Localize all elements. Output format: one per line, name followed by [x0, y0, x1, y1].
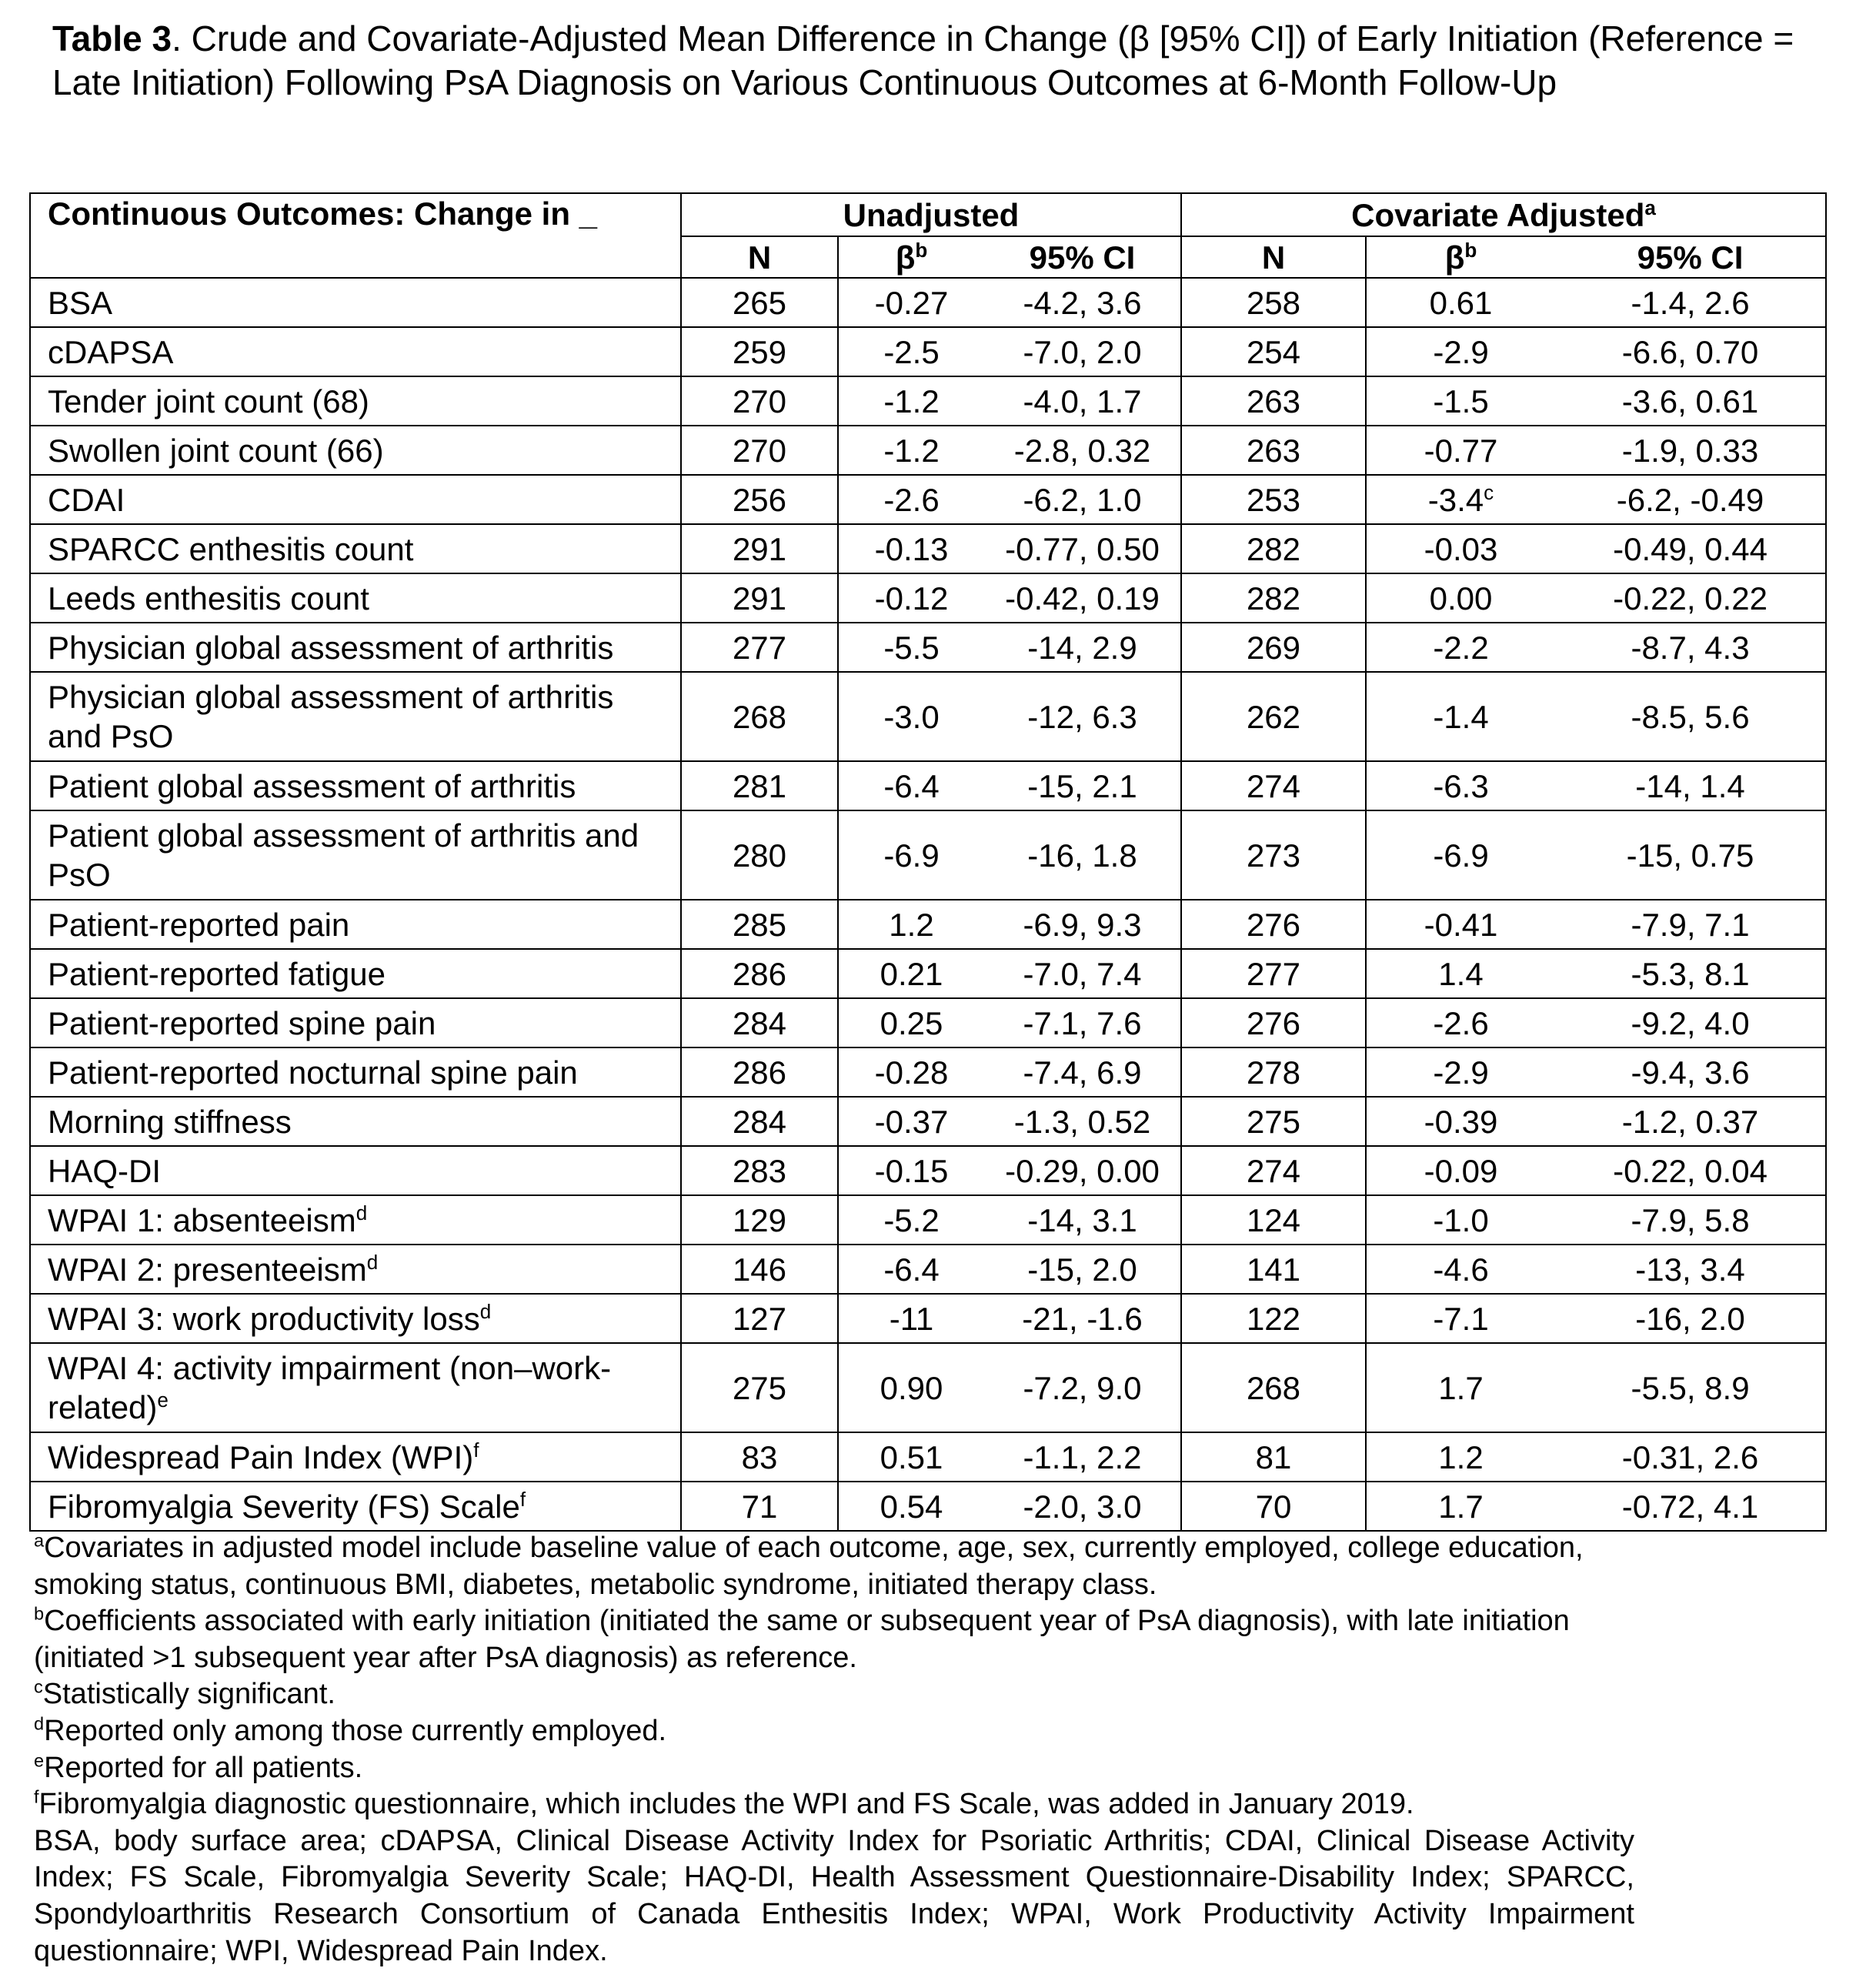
- adjusted-n-cell: 70: [1181, 1482, 1366, 1531]
- footnote-mark: a: [1644, 195, 1656, 219]
- table-row: [30, 327, 1826, 376]
- unadjusted-ci-cell: -12, 6.3: [984, 672, 1181, 761]
- outcome-cell: Fibromyalgia Severity (FS) Scale$^f$: [30, 1482, 681, 1531]
- adjusted-beta-cell: 0.00: [1366, 573, 1555, 623]
- footnote-mark: d: [366, 1250, 379, 1274]
- table-row: [30, 900, 1826, 949]
- adjusted-ci-cell: -0.72, 4.1: [1555, 1482, 1826, 1531]
- footnote-mark: b: [34, 1603, 45, 1624]
- adjusted-beta-cell: -6.9: [1366, 810, 1555, 900]
- adjusted-beta-cell: -0.77: [1366, 426, 1555, 475]
- outcome-cell: Patient global assessment of arthritis: [30, 761, 681, 810]
- adjusted-ci-cell: -1.4, 2.6: [1555, 278, 1826, 327]
- table-row: [30, 278, 1826, 327]
- unadjusted-ci-cell: -7.2, 9.0: [984, 1343, 1181, 1432]
- unadjusted-n-cell: 270: [681, 426, 838, 475]
- adjusted-n-header: N: [1181, 236, 1366, 278]
- outcome-column-header: Continuous Outcomes: Change in _: [30, 193, 681, 278]
- adjusted-n-cell: 122: [1181, 1294, 1366, 1343]
- adjusted-group-header: [1181, 193, 1826, 236]
- adjusted-beta-cell: -4.6: [1366, 1245, 1555, 1294]
- adjusted-ci-header: 95% CI: [1555, 236, 1826, 278]
- unadjusted-n-cell: 284: [681, 1097, 838, 1146]
- table-row: [30, 1432, 1826, 1482]
- adjusted-n-cell: 282: [1181, 524, 1366, 573]
- unadjusted-ci-cell: -21, -1.6: [984, 1294, 1181, 1343]
- adjusted-beta-cell: -0.09: [1366, 1146, 1555, 1195]
- adjusted-ci-cell: -0.22, 0.04: [1555, 1146, 1826, 1195]
- outcome-cell: SPARCC enthesitis count: [30, 524, 681, 573]
- footnote: $^a$Covariates in adjusted model include baseline value of each outcome, age, sex, currently employed, college education, smoking status, continuous BMI, diabetes, metabolic syndrome, initiated therapy class.: [34, 1530, 1584, 1601]
- adjusted-n-cell: 141: [1181, 1245, 1366, 1294]
- footnote-mark: b: [915, 238, 928, 262]
- outcome-cell: Morning stiffness: [30, 1097, 681, 1146]
- adjusted-ci-cell: -7.9, 7.1: [1555, 900, 1826, 949]
- unadjusted-beta-header: $\beta^b$: [838, 236, 984, 278]
- unadjusted-n-cell: 291: [681, 573, 838, 623]
- footnote: $^e$Reported for all patients.: [34, 1749, 363, 1784]
- table-row: [30, 949, 1826, 998]
- footnote-mark: e: [157, 1388, 169, 1412]
- outcome-cell: Patient-reported nocturnal spine pain: [30, 1047, 681, 1097]
- unadjusted-beta-cell: 0.21: [838, 949, 984, 998]
- unadjusted-n-cell: 256: [681, 475, 838, 524]
- outcome-cell: Patient-reported spine pain: [30, 998, 681, 1047]
- outcome-cell: WPAI 3: work productivity loss$^d$: [30, 1294, 681, 1343]
- unadjusted-beta-cell: -0.27: [838, 278, 984, 327]
- table-label: Table 3: [52, 18, 172, 58]
- adjusted-ci-cell: -6.2, -0.49: [1555, 475, 1826, 524]
- unadjusted-beta-cell: -1.2: [838, 426, 984, 475]
- adjusted-ci-cell: -8.7, 4.3: [1555, 623, 1826, 672]
- outcome-cell: WPAI 1: absenteeism$^d$: [30, 1195, 681, 1245]
- footnote-mark: d: [479, 1299, 492, 1323]
- unadjusted-ci-cell: -2.0, 3.0: [984, 1482, 1181, 1531]
- unadjusted-beta-cell: -6.9: [838, 810, 984, 900]
- footnote-mark: e: [34, 1749, 45, 1770]
- adjusted-ci-cell: -7.9, 5.8: [1555, 1195, 1826, 1245]
- unadjusted-beta-cell: -0.15: [838, 1146, 984, 1195]
- adjusted-n-cell: 276: [1181, 998, 1366, 1047]
- unadjusted-beta-cell: -0.28: [838, 1047, 984, 1097]
- unadjusted-n-cell: 265: [681, 278, 838, 327]
- unadjusted-ci-cell: -15, 2.1: [984, 761, 1181, 810]
- footnote-mark: b: [1464, 238, 1477, 262]
- adjusted-beta-cell: -0.39: [1366, 1097, 1555, 1146]
- adjusted-ci-cell: -9.4, 3.6: [1555, 1047, 1826, 1097]
- table-row: [30, 475, 1826, 524]
- unadjusted-ci-cell: -4.2, 3.6: [984, 278, 1181, 327]
- table-footnotes: [34, 1530, 1634, 1970]
- outcome-cell: Patient-reported fatigue: [30, 949, 681, 998]
- table-row: [30, 1097, 1826, 1146]
- unadjusted-n-cell: 280: [681, 810, 838, 900]
- unadjusted-ci-cell: -6.2, 1.0: [984, 475, 1181, 524]
- outcome-cell: HAQ-DI: [30, 1146, 681, 1195]
- adjusted-beta-cell: -2.6: [1366, 998, 1555, 1047]
- footnote-mark: c: [1484, 480, 1494, 504]
- adjusted-n-cell: 253: [1181, 475, 1366, 524]
- outcome-cell: WPAI 4: activity impairment (non–work-related)$^e$: [30, 1343, 681, 1432]
- adjusted-beta-cell: -2.9: [1366, 1047, 1555, 1097]
- unadjusted-beta-cell: -5.5: [838, 623, 984, 672]
- table-row: [30, 573, 1826, 623]
- adjusted-ci-cell: -6.6, 0.70: [1555, 327, 1826, 376]
- table-row: [30, 376, 1826, 426]
- table-title: . Crude and Covariate-Adjusted Mean Difference in Change (β [95% CI]) of Early Initiation (Reference = Late Initiation) Following PsA Diagnosis on Various Continuous Outcomes at 6-Month Follow-Up: [52, 18, 1794, 102]
- unadjusted-n-cell: 259: [681, 327, 838, 376]
- adjusted-n-cell: 263: [1181, 376, 1366, 426]
- unadjusted-n-cell: 268: [681, 672, 838, 761]
- adjusted-beta-cell: -7.1: [1366, 1294, 1555, 1343]
- adjusted-ci-cell: -13, 3.4: [1555, 1245, 1826, 1294]
- adjusted-ci-cell: -1.9, 0.33: [1555, 426, 1826, 475]
- adjusted-beta-cell: -1.4: [1366, 672, 1555, 761]
- unadjusted-beta-cell: 1.2: [838, 900, 984, 949]
- unadjusted-ci-cell: -0.42, 0.19: [984, 573, 1181, 623]
- unadjusted-beta-cell: 0.54: [838, 1482, 984, 1531]
- adjusted-beta-cell: 1.2: [1366, 1432, 1555, 1482]
- adjusted-ci-cell: -14, 1.4: [1555, 761, 1826, 810]
- unadjusted-beta-cell: 0.25: [838, 998, 984, 1047]
- outcome-cell: CDAI: [30, 475, 681, 524]
- unadjusted-n-cell: 286: [681, 949, 838, 998]
- unadjusted-beta-cell: -11: [838, 1294, 984, 1343]
- footnote: $^b$Coefficients associated with early initiation (initiated the same or subsequent year of PsA diagnosis), with late initiation (initiated >1 subsequent year after PsA diagnosis) as reference.: [34, 1603, 1570, 1674]
- unadjusted-beta-cell: -6.4: [838, 1245, 984, 1294]
- unadjusted-beta-cell: -5.2: [838, 1195, 984, 1245]
- adjusted-beta-cell: -2.9: [1366, 327, 1555, 376]
- outcome-cell: Patient-reported pain: [30, 900, 681, 949]
- unadjusted-ci-cell: -7.4, 6.9: [984, 1047, 1181, 1097]
- adjusted-beta-cell: -0.41: [1366, 900, 1555, 949]
- abbreviations-note: BSA, body surface area; cDAPSA, Clinical Disease Activity Index for Psoriatic Arthritis; CDAI, Clinical Disease Activity Index; FS Scale, Fibromyalgia Severity Scale; HAQ-DI, Health Assessment Questionnaire-Disability Index; SPARCC, Spondyloarthritis Research Consortium of Canada Enthesitis Index; WPAI, Work Productivity Activity Impairment questionnaire; WPI, Widespread Pain Index.: [34, 1824, 1634, 1967]
- footnote-mark: f: [473, 1438, 479, 1462]
- adjusted-ci-cell: -8.5, 5.6: [1555, 672, 1826, 761]
- adjusted-beta-cell: -2.2: [1366, 623, 1555, 672]
- adjusted-ci-cell: -1.2, 0.37: [1555, 1097, 1826, 1146]
- unadjusted-ci-cell: -1.3, 0.52: [984, 1097, 1181, 1146]
- footnote-mark: d: [34, 1713, 45, 1734]
- adjusted-ci-cell: -5.3, 8.1: [1555, 949, 1826, 998]
- adjusted-beta-cell: -3.4$^c$: [1366, 475, 1555, 524]
- adjusted-ci-cell: -9.2, 4.0: [1555, 998, 1826, 1047]
- footnote: $^c$Statistically significant.: [34, 1676, 335, 1711]
- footnote-mark: c: [34, 1676, 43, 1697]
- adjusted-n-cell: 269: [1181, 623, 1366, 672]
- adjusted-n-cell: 277: [1181, 949, 1366, 998]
- table-row: [30, 761, 1826, 810]
- table-row: [30, 1343, 1826, 1432]
- unadjusted-ci-cell: -15, 2.0: [984, 1245, 1181, 1294]
- unadjusted-n-cell: 283: [681, 1146, 838, 1195]
- adjusted-n-cell: 273: [1181, 810, 1366, 900]
- unadjusted-ci-cell: -16, 1.8: [984, 810, 1181, 900]
- outcome-cell: WPAI 2: presenteeism$^d$: [30, 1245, 681, 1294]
- unadjusted-n-cell: 71: [681, 1482, 838, 1531]
- footnote: $^d$Reported only among those currently employed.: [34, 1713, 667, 1747]
- unadjusted-n-cell: 285: [681, 900, 838, 949]
- unadjusted-n-cell: 127: [681, 1294, 838, 1343]
- outcome-cell: Widespread Pain Index (WPI)$^f$: [30, 1432, 681, 1482]
- adjusted-ci-cell: -0.31, 2.6: [1555, 1432, 1826, 1482]
- adjusted-ci-cell: -0.49, 0.44: [1555, 524, 1826, 573]
- unadjusted-ci-cell: -0.77, 0.50: [984, 524, 1181, 573]
- adjusted-n-cell: 275: [1181, 1097, 1366, 1146]
- unadjusted-n-header: N: [681, 236, 838, 278]
- adjusted-beta-cell: 0.61: [1366, 278, 1555, 327]
- unadjusted-beta-cell: -0.37: [838, 1097, 984, 1146]
- adjusted-n-cell: 262: [1181, 672, 1366, 761]
- footnote-mark: a: [34, 1530, 45, 1551]
- outcome-cell: Physician global assessment of arthritis: [30, 623, 681, 672]
- outcome-cell: BSA: [30, 278, 681, 327]
- unadjusted-beta-cell: 0.90: [838, 1343, 984, 1432]
- outcome-cell: cDAPSA: [30, 327, 681, 376]
- table-row: [30, 1195, 1826, 1245]
- adjusted-n-cell: 282: [1181, 573, 1366, 623]
- unadjusted-n-cell: 270: [681, 376, 838, 426]
- table-row: [30, 1047, 1826, 1097]
- adjusted-n-cell: 254: [1181, 327, 1366, 376]
- unadjusted-n-cell: 129: [681, 1195, 838, 1245]
- unadjusted-ci-cell: -7.1, 7.6: [984, 998, 1181, 1047]
- footnote-mark: f: [34, 1786, 39, 1807]
- outcome-cell: Physician global assessment of arthritis and PsO: [30, 672, 681, 761]
- unadjusted-ci-cell: -4.0, 1.7: [984, 376, 1181, 426]
- table-body: [30, 278, 1826, 1531]
- unadjusted-ci-cell: -7.0, 7.4: [984, 949, 1181, 998]
- results-table: [29, 192, 1827, 1532]
- unadjusted-ci-cell: -14, 3.1: [984, 1195, 1181, 1245]
- footnote: $^f$Fibromyalgia diagnostic questionnaire, which includes the WPI and FS Scale, was added in January 2019.: [34, 1786, 1414, 1821]
- unadjusted-group-header: Unadjusted: [681, 193, 1181, 236]
- adjusted-beta-header: $\beta^b$: [1366, 236, 1555, 278]
- adjusted-n-cell: 274: [1181, 761, 1366, 810]
- unadjusted-ci-cell: -2.8, 0.32: [984, 426, 1181, 475]
- unadjusted-n-cell: 286: [681, 1047, 838, 1097]
- unadjusted-beta-cell: 0.51: [838, 1432, 984, 1482]
- table-row: [30, 524, 1826, 573]
- adjusted-beta-cell: 1.7: [1366, 1343, 1555, 1432]
- unadjusted-beta-cell: -2.6: [838, 475, 984, 524]
- unadjusted-beta-cell: -3.0: [838, 672, 984, 761]
- unadjusted-beta-cell: -0.13: [838, 524, 984, 573]
- unadjusted-n-cell: 277: [681, 623, 838, 672]
- unadjusted-n-cell: 275: [681, 1343, 838, 1432]
- unadjusted-ci-cell: -7.0, 2.0: [984, 327, 1181, 376]
- table-row: [30, 672, 1826, 761]
- adjusted-beta-cell: -0.03: [1366, 524, 1555, 573]
- outcome-cell: Swollen joint count (66): [30, 426, 681, 475]
- adjusted-label: Covariate Adjusted: [1351, 196, 1645, 233]
- unadjusted-beta-cell: -1.2: [838, 376, 984, 426]
- table-row: [30, 1294, 1826, 1343]
- unadjusted-n-cell: 146: [681, 1245, 838, 1294]
- unadjusted-ci-cell: -14, 2.9: [984, 623, 1181, 672]
- table-row: [30, 998, 1826, 1047]
- table-row: [30, 1245, 1826, 1294]
- adjusted-n-cell: 276: [1181, 900, 1366, 949]
- adjusted-beta-cell: 1.4: [1366, 949, 1555, 998]
- adjusted-beta-cell: 1.7: [1366, 1482, 1555, 1531]
- outcome-cell: Tender joint count (68): [30, 376, 681, 426]
- outcome-cell: Leeds enthesitis count: [30, 573, 681, 623]
- unadjusted-ci-cell: -0.29, 0.00: [984, 1146, 1181, 1195]
- footnote-mark: d: [356, 1201, 368, 1225]
- adjusted-n-cell: 81: [1181, 1432, 1366, 1482]
- table-row: [30, 426, 1826, 475]
- adjusted-n-cell: 274: [1181, 1146, 1366, 1195]
- unadjusted-n-cell: 83: [681, 1432, 838, 1482]
- unadjusted-n-cell: 291: [681, 524, 838, 573]
- unadjusted-beta-cell: -0.12: [838, 573, 984, 623]
- footnote-mark: f: [519, 1487, 526, 1511]
- table-row: [30, 623, 1826, 672]
- unadjusted-beta-cell: -6.4: [838, 761, 984, 810]
- table-row: [30, 1146, 1826, 1195]
- unadjusted-n-cell: 284: [681, 998, 838, 1047]
- adjusted-beta-cell: -6.3: [1366, 761, 1555, 810]
- table-caption: [52, 17, 1822, 105]
- adjusted-n-cell: 278: [1181, 1047, 1366, 1097]
- adjusted-ci-cell: -16, 2.0: [1555, 1294, 1826, 1343]
- unadjusted-ci-header: 95% CI: [984, 236, 1181, 278]
- adjusted-n-cell: 124: [1181, 1195, 1366, 1245]
- adjusted-ci-cell: -5.5, 8.9: [1555, 1343, 1826, 1432]
- adjusted-ci-cell: -15, 0.75: [1555, 810, 1826, 900]
- outcome-cell: Patient global assessment of arthritis and PsO: [30, 810, 681, 900]
- table-row: [30, 1482, 1826, 1531]
- adjusted-n-cell: 258: [1181, 278, 1366, 327]
- table-row: [30, 810, 1826, 900]
- unadjusted-ci-cell: -1.1, 2.2: [984, 1432, 1181, 1482]
- adjusted-ci-cell: -3.6, 0.61: [1555, 376, 1826, 426]
- unadjusted-beta-cell: -2.5: [838, 327, 984, 376]
- adjusted-beta-cell: -1.0: [1366, 1195, 1555, 1245]
- unadjusted-ci-cell: -6.9, 9.3: [984, 900, 1181, 949]
- adjusted-n-cell: 268: [1181, 1343, 1366, 1432]
- adjusted-beta-cell: -1.5: [1366, 376, 1555, 426]
- adjusted-ci-cell: -0.22, 0.22: [1555, 573, 1826, 623]
- unadjusted-n-cell: 281: [681, 761, 838, 810]
- adjusted-n-cell: 263: [1181, 426, 1366, 475]
